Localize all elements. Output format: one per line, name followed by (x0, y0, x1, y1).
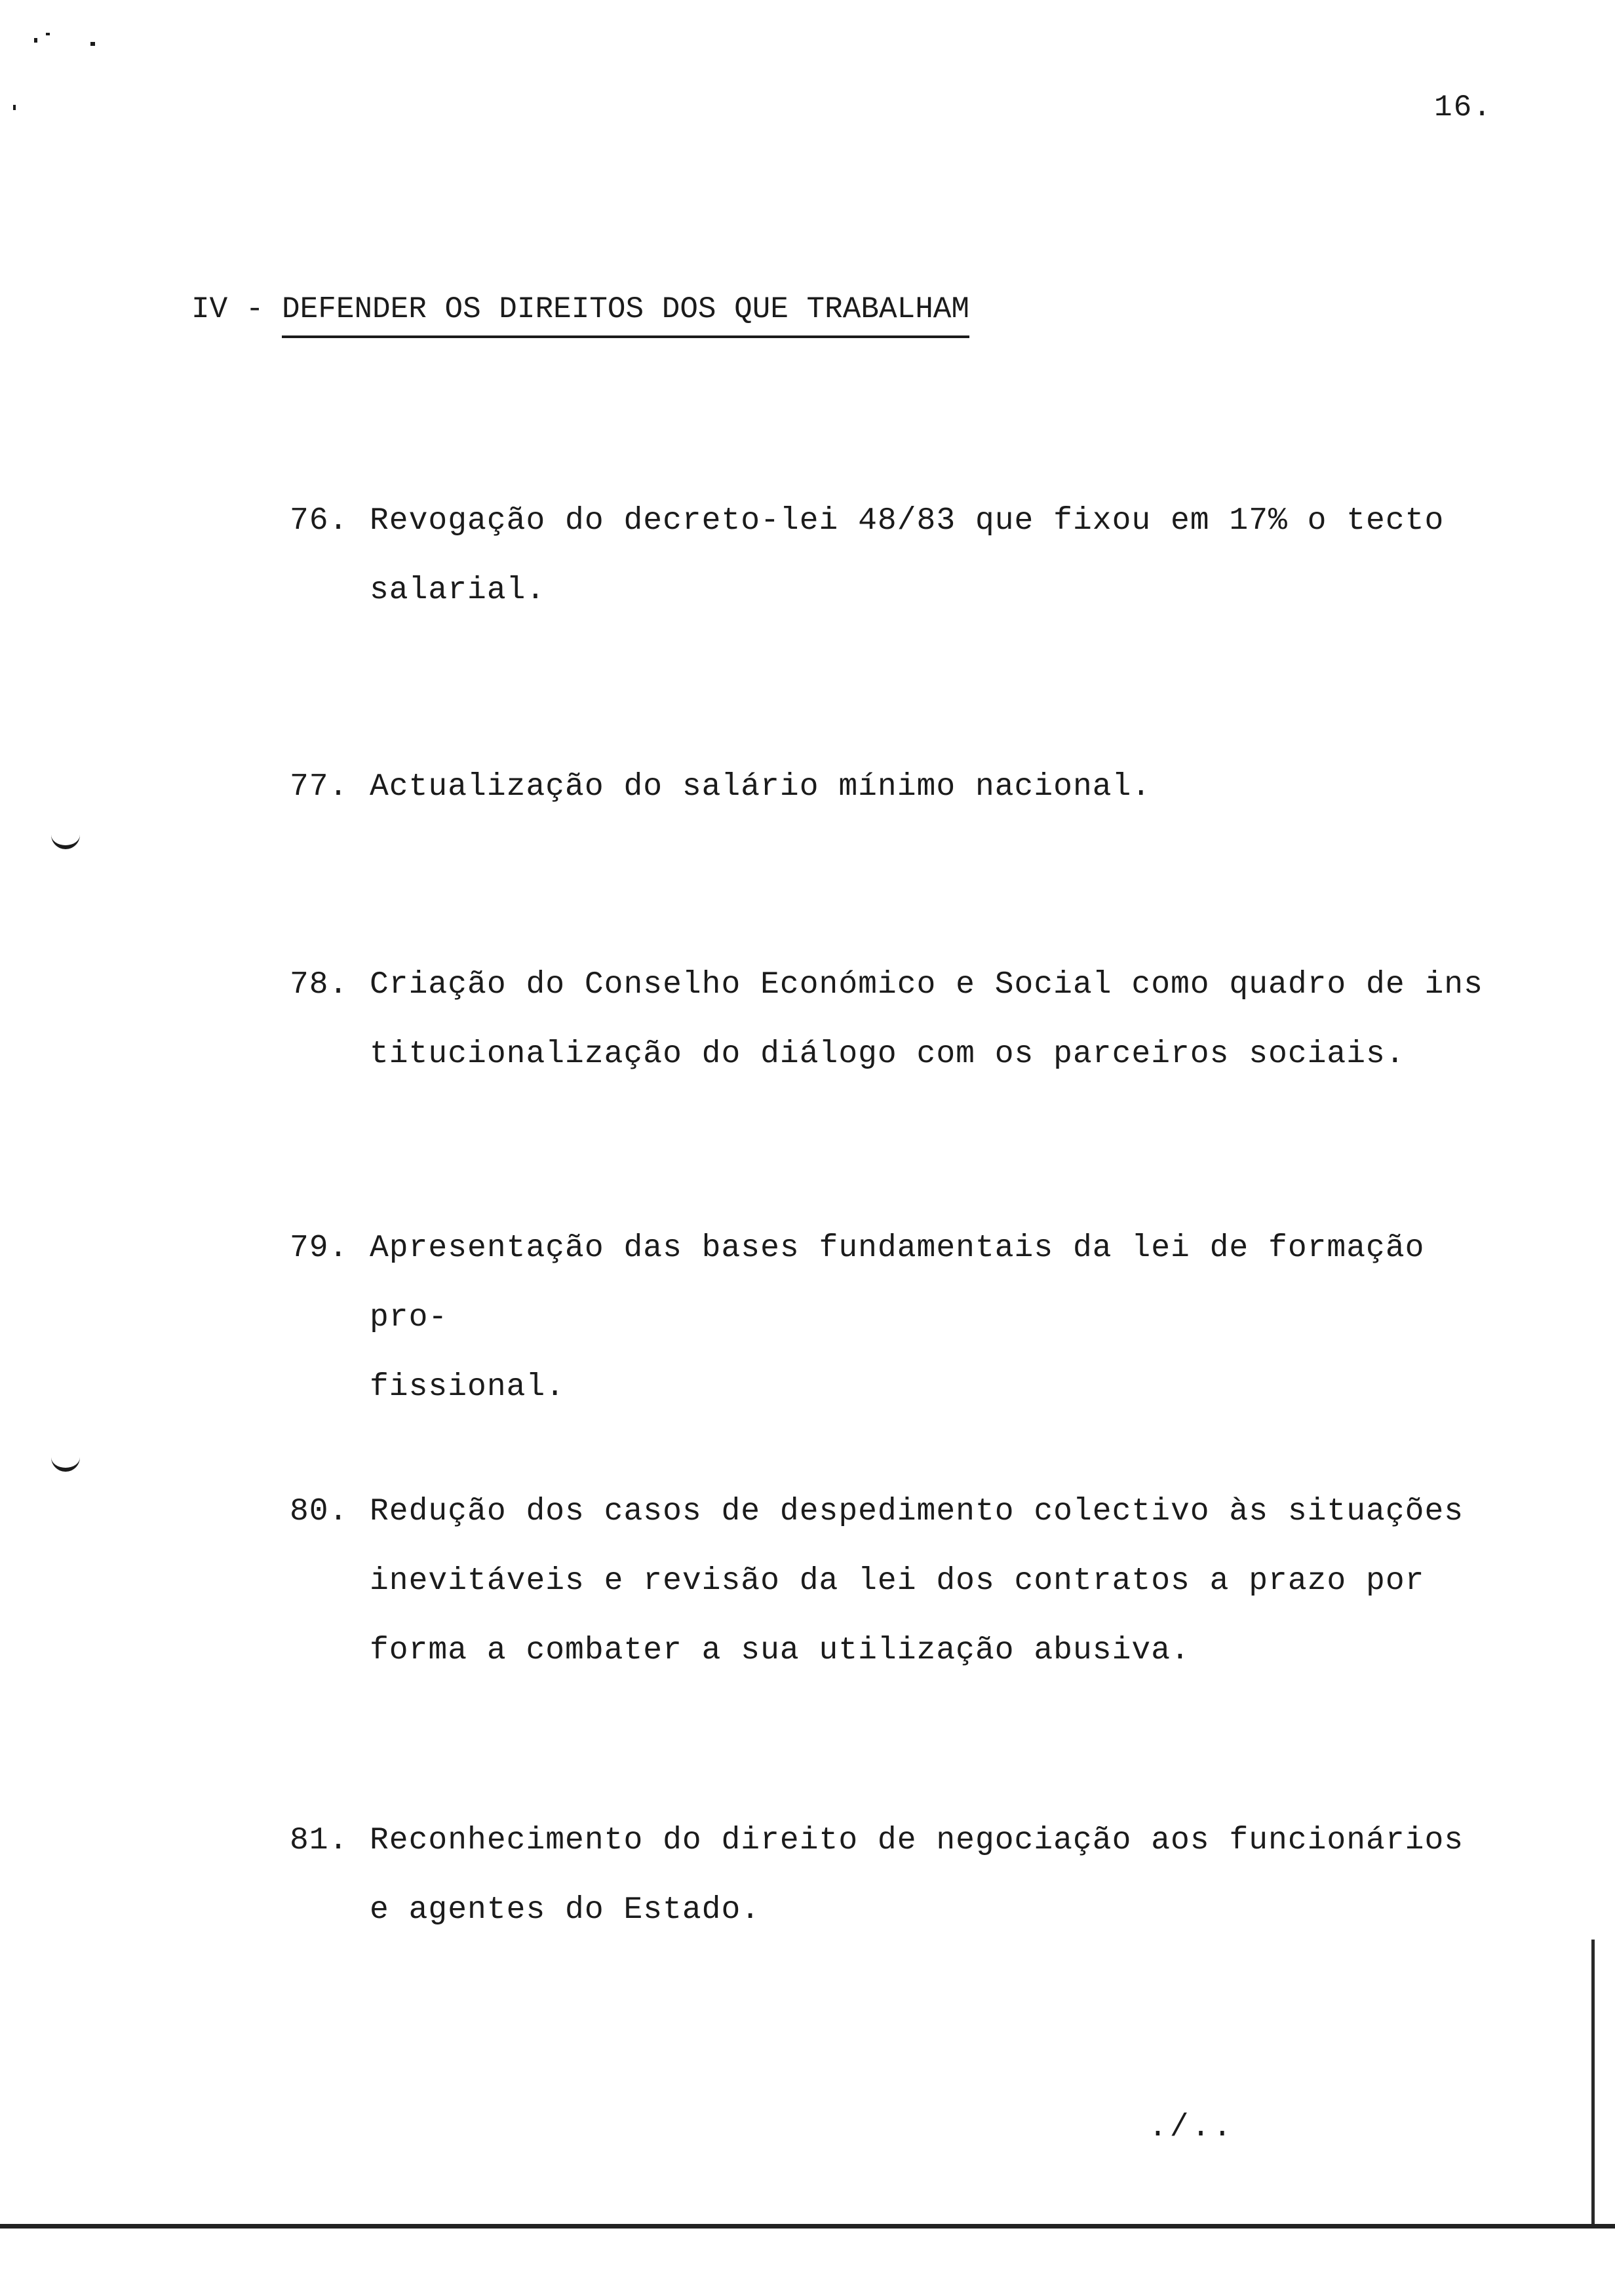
item-text: Apresentação das bases fundamentais da lei de formação pro- fissional. (370, 1231, 1425, 1405)
list-item (290, 1806, 1502, 1945)
margin-bracket-mark (51, 831, 80, 849)
list-item (290, 1477, 1502, 1685)
scan-speck (90, 42, 95, 46)
margin-bracket-mark (51, 1453, 80, 1472)
list-item (290, 486, 1502, 625)
item-number: 81. (290, 1823, 349, 1858)
item-text: Criação do Conselho Económico e Social como quadro de ins titucionalização do diálogo com os parceiros sociais. (370, 967, 1483, 1072)
item-number: 80. (290, 1494, 349, 1529)
footer-rule (0, 2224, 1615, 2229)
item-text: Revogação do decreto-lei 48/83 que fixou em 17% o tecto salarial. (370, 503, 1445, 608)
item-number: 78. (290, 967, 349, 1003)
scan-speck (13, 105, 16, 110)
item-text: Redução dos casos de despedimento colectivo às situações inevitáveis e revisão da lei dos contratos a prazo por forma a combater a sua utilização abusiva. (370, 1494, 1464, 1668)
section-title: DEFENDER OS DIREITOS DOS QUE TRABALHAM (282, 292, 969, 338)
item-number: 76. (290, 503, 349, 539)
continuation-mark: ./.. (1148, 2110, 1235, 2145)
item-number: 79. (290, 1231, 349, 1266)
margin-vertical-line (1591, 1940, 1595, 2228)
page-number: 16. (1434, 90, 1492, 124)
item-number: 77. (290, 769, 349, 805)
item-text: Reconhecimento do direito de negociação aos funcionários e agentes do Estado. (370, 1823, 1464, 1928)
section-number: IV - (191, 292, 282, 326)
item-text: Actualização do salário mínimo nacional. (370, 769, 1152, 805)
scan-speck (34, 38, 37, 43)
scan-speck (46, 33, 50, 35)
list-item (290, 1214, 1502, 1422)
list-item (290, 752, 1502, 822)
section-heading (191, 292, 969, 338)
list-item (290, 950, 1502, 1089)
